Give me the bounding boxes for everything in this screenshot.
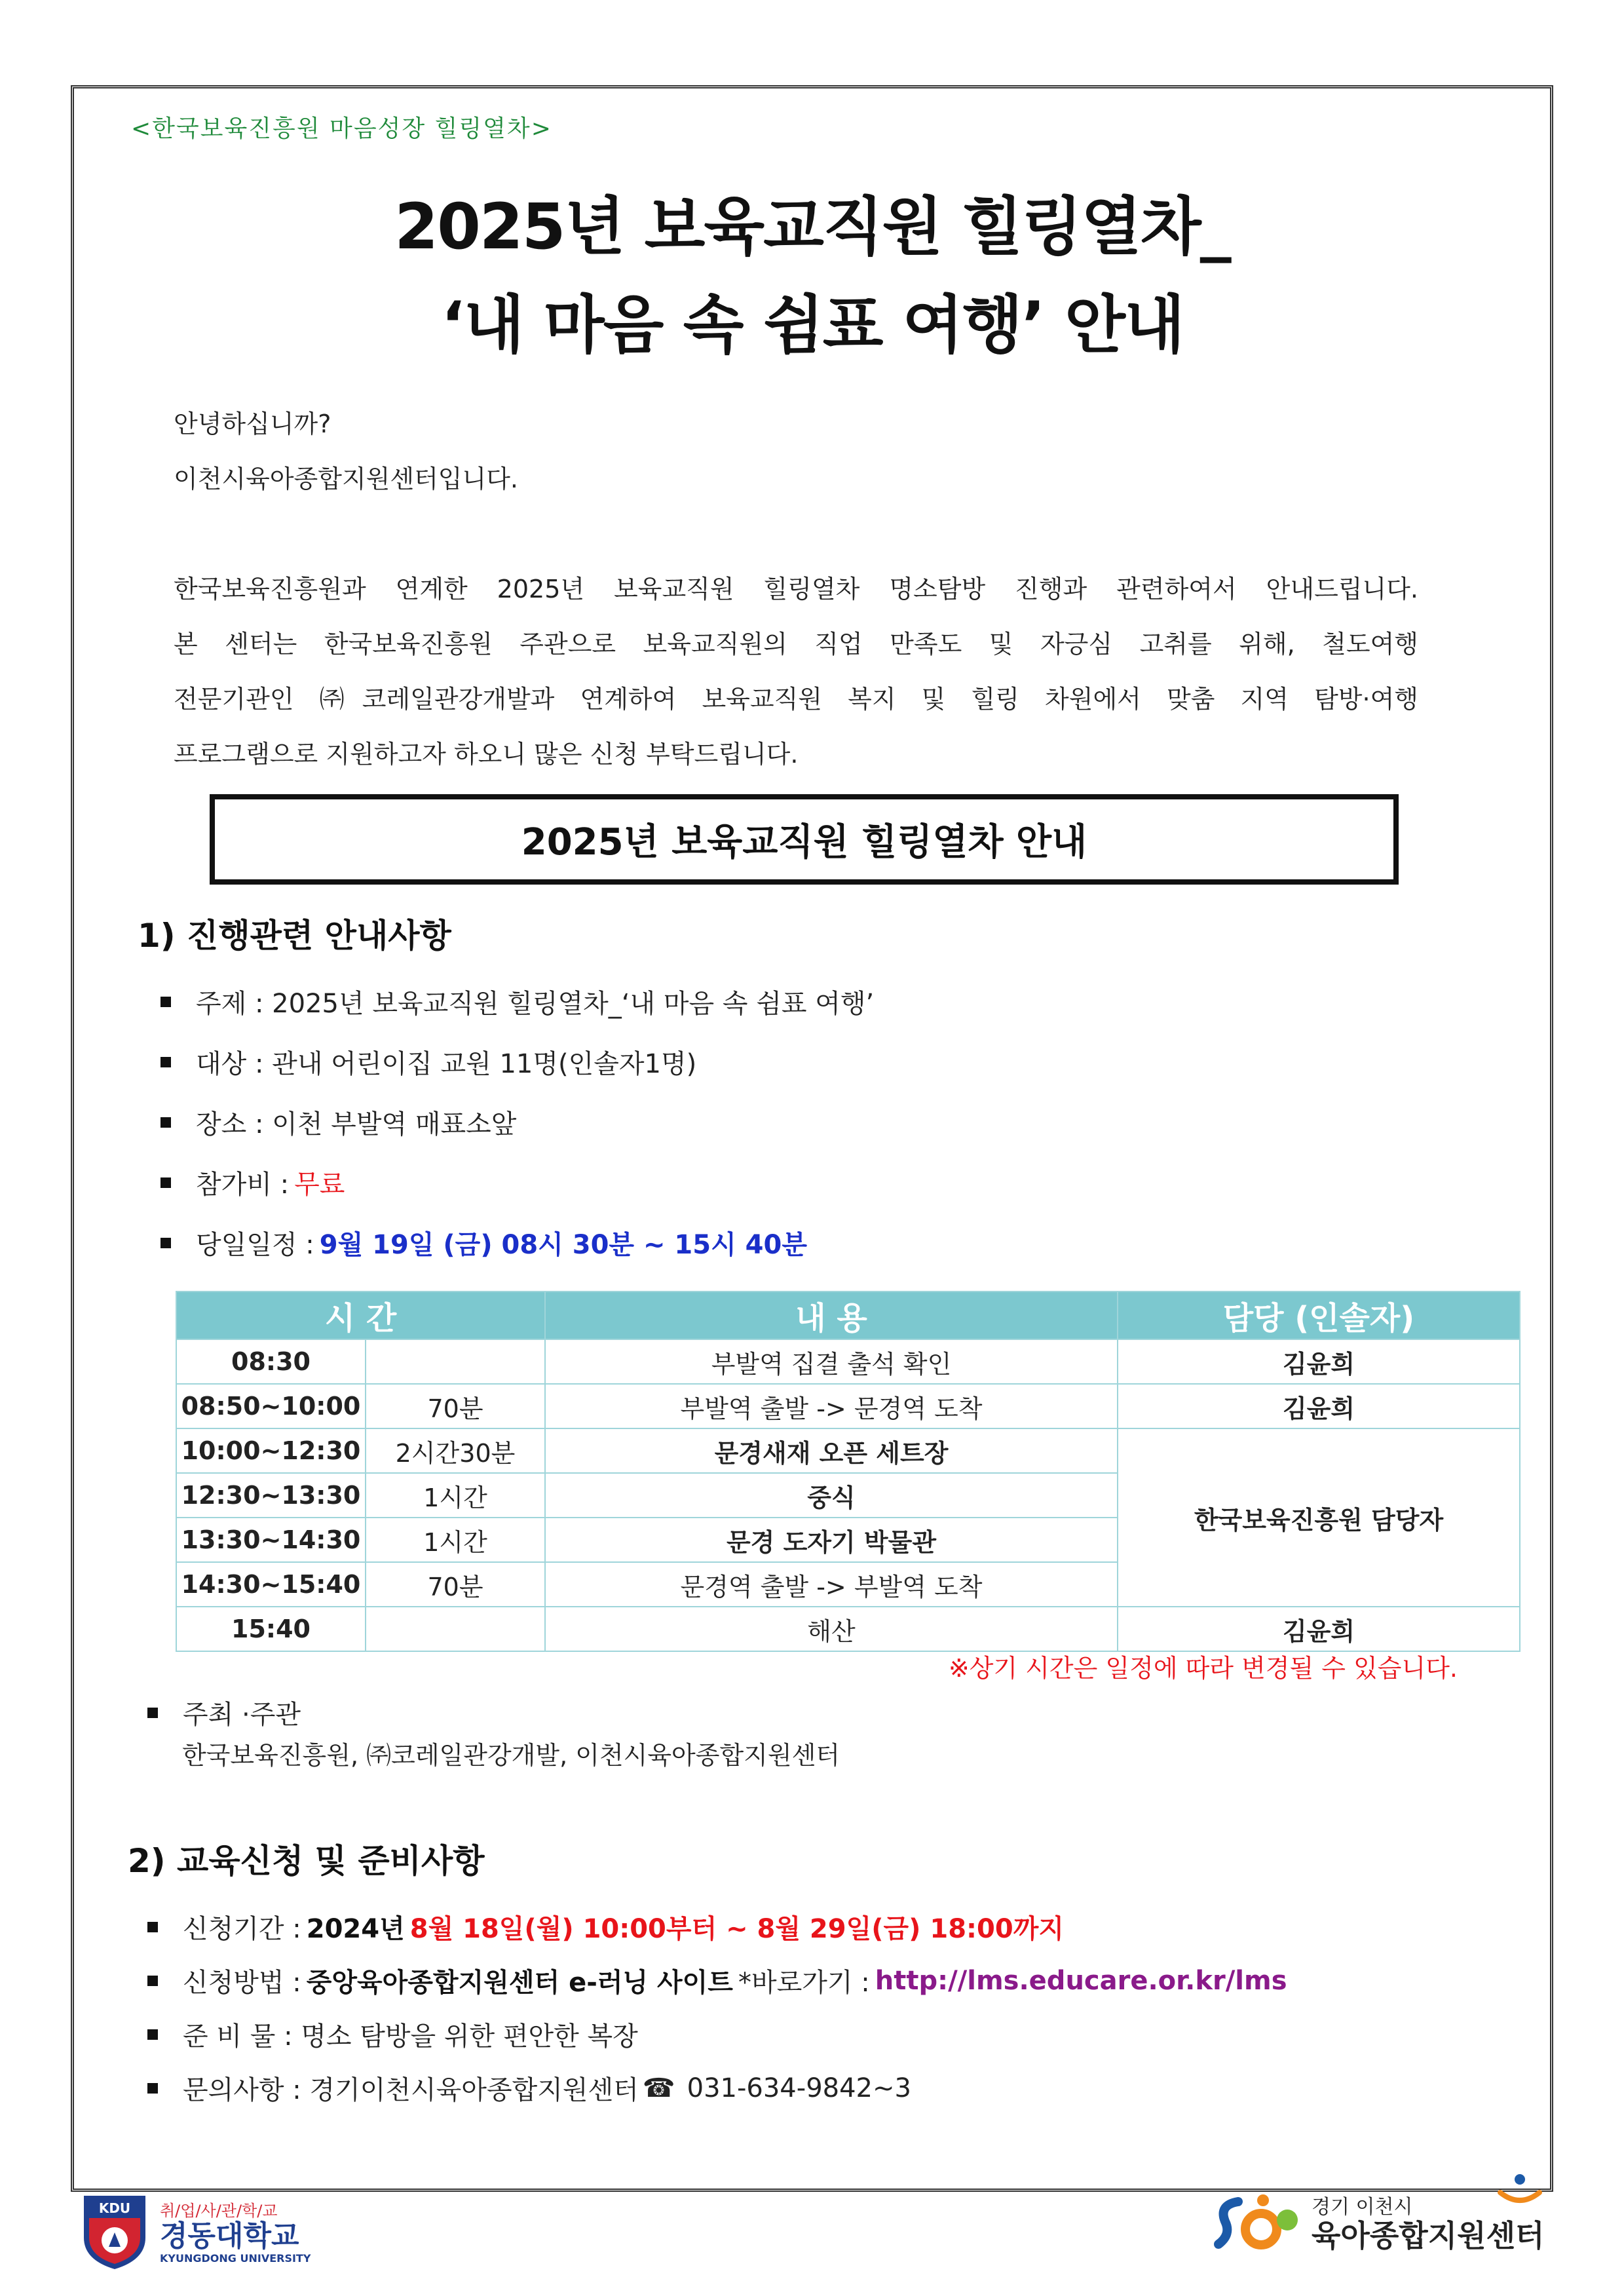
phone-icon: ☎ — [642, 2073, 675, 2103]
section-title-box: 2025년 보육교직원 힐링열차 안내 — [210, 794, 1399, 885]
intro-line: 전문기관인 ㈜코레일관강개발과 연계하여 보육교직원 복지 및 힐링 차원에서 맞춤 지역 탐방·여행 — [174, 685, 1418, 714]
university-logo — [79, 2192, 311, 2270]
fee-value: 무료 — [294, 1170, 345, 1200]
method-link[interactable]: http://lms.educare.or.kr/lms — [875, 1965, 1287, 1996]
header-manager: 담당 (인솔자) — [1118, 1292, 1520, 1339]
section1-heading: 1) 진행관련 안내사항 — [138, 917, 451, 955]
cell-time: 15:40 — [176, 1607, 366, 1651]
page-title-line2: ‘내 마음 속 쉼표 여행’ 안내 — [441, 288, 1184, 362]
cell-time: 14:30~15:40 — [176, 1562, 366, 1607]
host-label: 주최 ·주관 — [183, 1700, 301, 1730]
page-title-line1: 2025년 보육교직원 힐링열차_ — [394, 190, 1230, 263]
bullet-square-icon — [161, 1057, 171, 1067]
list-item — [147, 1962, 1287, 1999]
cell-content: 중식 — [545, 1473, 1118, 1518]
smile-icon — [1494, 2170, 1546, 2210]
period-year: 2024년 — [306, 1914, 405, 1944]
list-item — [147, 2016, 638, 2053]
section2-heading: 2) 교육신청 및 준비사항 — [128, 1842, 485, 1880]
method-label: 신청방법 : — [183, 1968, 301, 1998]
cell-content: 문경 도자기 박물관 — [545, 1518, 1118, 1562]
host-value: 한국보육진흥원, ㈜코레일관강개발, 이천시육아종합지원센터 — [182, 1741, 840, 1770]
cell-duration: 70분 — [366, 1384, 545, 1428]
bullet-square-icon — [161, 1177, 171, 1188]
cell-time: 08:50~10:00 — [176, 1384, 366, 1428]
cell-content: 부발역 출발 -> 문경역 도착 — [545, 1384, 1118, 1428]
cell-manager: 김윤희 — [1118, 1339, 1520, 1384]
bullet-square-icon — [161, 1117, 171, 1128]
center-logo — [1212, 2189, 1545, 2254]
period-label: 신청기간 : — [183, 1914, 301, 1944]
cell-time: 13:30~14:30 — [176, 1518, 366, 1562]
contact-phone: 031-634-9842~3 — [687, 2073, 911, 2103]
header-time: 시 간 — [176, 1292, 545, 1339]
table-row — [176, 1607, 1520, 1651]
cell-time: 10:00~12:30 — [176, 1428, 366, 1473]
bullet-square-icon — [147, 1976, 158, 1986]
center-emblem-icon — [1212, 2189, 1304, 2254]
list-item — [147, 2069, 911, 2107]
table-row — [176, 1428, 1520, 1473]
bullet-square-icon — [147, 2083, 158, 2094]
list-item — [147, 1908, 1064, 1945]
table-row — [176, 1384, 1520, 1428]
cell-duration: 1시간 — [366, 1473, 545, 1518]
list-item — [161, 1043, 696, 1081]
university-emblem-icon — [79, 2192, 151, 2270]
schedule-value: 9월 19일 (금) 08시 30분 ~ 15시 40분 — [319, 1230, 807, 1260]
cell-content: 부발역 집결 출석 확인 — [545, 1339, 1118, 1384]
fee-label: 참가비 : — [196, 1170, 290, 1200]
center-name: 육아종합지원센터 — [1312, 2217, 1545, 2253]
greeting-line2: 이천시육아종합지원센터입니다. — [174, 465, 518, 493]
cell-content: 문경새재 오픈 세트장 — [545, 1428, 1118, 1473]
university-slogan: 취/업/사/관/학/교 — [160, 2201, 278, 2220]
header-tag: <한국보육진흥원 마음성장 힐링열차> — [131, 115, 552, 142]
bullet-square-icon — [147, 1922, 158, 1932]
list-item — [161, 1224, 807, 1261]
bullet-square-icon — [147, 1708, 158, 1718]
table-row — [176, 1339, 1520, 1384]
intro-line: 프로그램으로 지원하고자 하오니 많은 신청 부탁드립니다. — [174, 740, 799, 769]
place-text: 장소 : 이천 부발역 매표소앞 — [196, 1109, 517, 1139]
cell-manager: 한국보육진흥원 담당자 — [1118, 1428, 1520, 1607]
schedule-table — [176, 1291, 1520, 1652]
list-item — [161, 1164, 345, 1201]
intro-line: 본 센터는 한국보육진흥원 주관으로 보육교직원의 직업 만족도 및 자긍심 고취를 위해, 철도여행 — [174, 630, 1418, 659]
period-value: 8월 18일(월) 10:00부터 ~ 8월 29일(금) 18:00까지 — [409, 1914, 1064, 1944]
cell-duration — [366, 1607, 545, 1651]
cell-content: 해산 — [545, 1607, 1118, 1651]
schedule-note: ※상기 시간은 일정에 따라 변경될 수 있습니다. — [948, 1654, 1458, 1683]
schedule-label: 당일일정 : — [196, 1230, 314, 1260]
cell-content: 문경역 출발 -> 부발역 도착 — [545, 1562, 1118, 1607]
list-item — [161, 1103, 516, 1141]
cell-manager: 김윤희 — [1118, 1607, 1520, 1651]
bullet-square-icon — [161, 1238, 171, 1248]
cell-time: 12:30~13:30 — [176, 1473, 366, 1518]
center-region: 경기 이천시 — [1312, 2195, 1413, 2219]
prep-text: 준 비 물 : 명소 탐방을 위한 편안한 복장 — [183, 2021, 638, 2052]
method-link-label: *바로가기 : — [738, 1968, 870, 1998]
cell-duration: 70분 — [366, 1562, 545, 1607]
list-item — [147, 1694, 301, 1731]
list-item — [161, 983, 874, 1020]
cell-manager: 김윤희 — [1118, 1384, 1520, 1428]
greeting-line1: 안녕하십니까? — [174, 410, 331, 438]
intro-line: 한국보육진흥원과 연계한 2025년 보육교직원 힐링열차 명소탐방 진행과 관련하여서 안내드립니다. — [174, 575, 1418, 603]
cell-time: 08:30 — [176, 1339, 366, 1384]
cell-duration: 1시간 — [366, 1518, 545, 1562]
svg-text:KDU: KDU — [98, 2200, 131, 2216]
cell-duration: 2시간30분 — [366, 1428, 545, 1473]
method-value: 중앙육아종합지원센터 e-러닝 사이트 — [306, 1968, 733, 1998]
target-text: 대상 : 관내 어린이집 교원 11명(인솔자1명) — [196, 1049, 697, 1079]
bullet-square-icon — [147, 2029, 158, 2040]
topic-text: 주제 : 2025년 보육교직원 힐링열차_‘내 마음 속 쉼표 여행’ — [196, 989, 875, 1019]
university-name-en: KYUNGDONG UNIVERSITY — [160, 2252, 311, 2265]
header-content: 내 용 — [545, 1292, 1118, 1339]
university-name: 경동대학교 — [160, 2219, 299, 2253]
bullet-square-icon — [161, 997, 171, 1007]
cell-duration — [366, 1339, 545, 1384]
contact-label: 문의사항 : 경기이천시육아종합지원센터 — [183, 2075, 639, 2105]
table-header-row — [176, 1292, 1520, 1339]
